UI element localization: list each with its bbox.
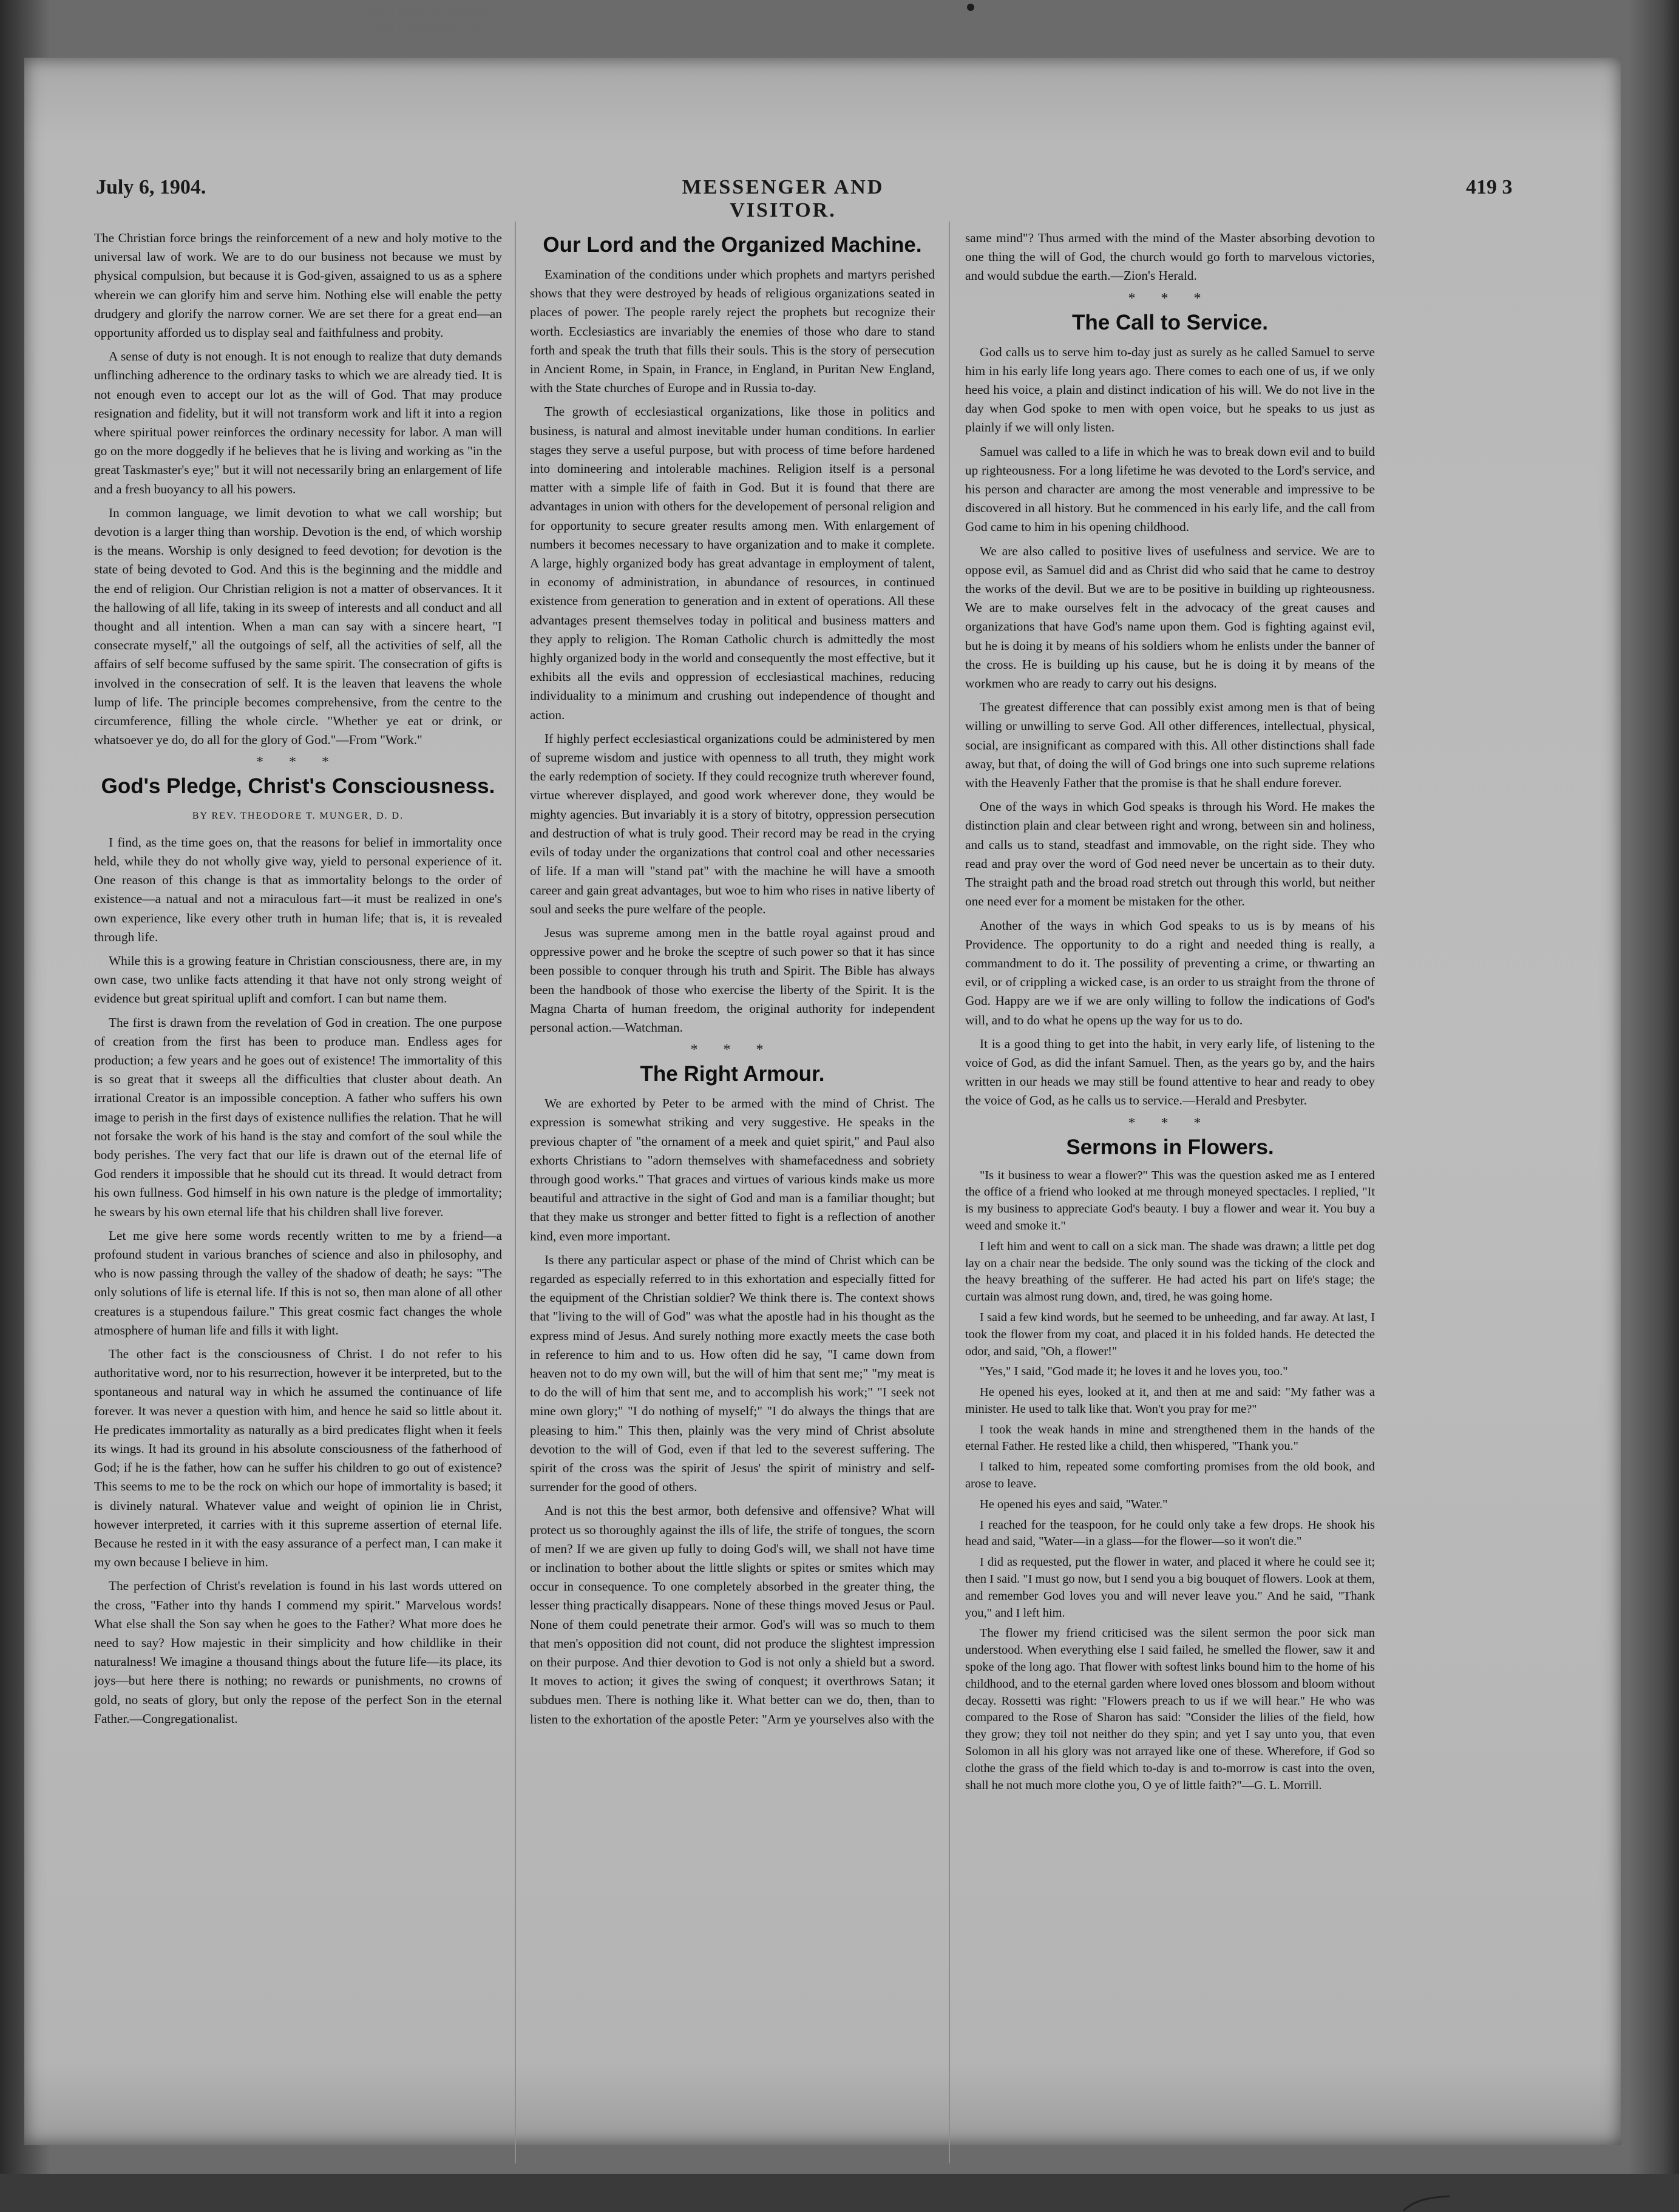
article-heading: The Right Armour.: [640, 1062, 825, 1086]
column-2: [530, 229, 935, 2183]
section-separator: * * *: [1128, 1115, 1212, 1131]
paragraph: And is not this the best armor, both defensive and offensive? What will protect us so thoroughly against the ills of life, the strife of tongues, the scorn of men? If we are given up fully to doing God's will, we shall not have time or inclination to bother about the little slights or spites or smites which may occur in consequence. To one completely absorbed in the greater thing, the lesser thing practically disappears. None of these things moved Jesus or Paul. None of them could penetrate their armor. God's will was so much to them that men's opposition did not count, did not produce the slightest impression on their purpose. And thier devotion to God is not only a shield but a sword. It moves to action; it gives the swing of conquest; it overthrows Satan; it subdues men. There is nothing like it. What better can we do, then, than to listen to the exhortation of the apostle Peter: "Arm ye yourselves also with the: [530, 1503, 935, 1727]
paragraph: Jesus was supreme among men in the battle royal against proud and oppressive power and he broke the sceptre of such power so that it has since been possible to conquer through his truth and Spirit. The Bible has always been the handbook of those who exercise the liberty of the Spirit. It is the Magna Charta of human freedom, the original authority for independent personal action.—Watchman.: [530, 925, 935, 1035]
article-heading: Sermons in Flowers.: [1066, 1135, 1274, 1159]
paragraph: It is a good thing to get into the habit, in very early life, of listening to the voice of God, as did the infant Samuel. Then, as the years go by, and the hairs written in our heads we may still be found attentive to hear and ready to obey the voice of God, as he calls us to service.—Herald and Presbyter.: [965, 1036, 1375, 1108]
paragraph: I talked to him, repeated some comforting promises from the old book, and arose to leave.: [965, 1460, 1375, 1491]
binding-hole: [967, 4, 974, 11]
section-separator: * * *: [256, 754, 340, 771]
paragraph: I find, as the time goes on, that the reasons for belief in immortality once held, while they do not wholly give way, yield to personal experience of it. One reason of this change is that as immortality belongs to the order of existence—a natual and not a miraculous fart—it must be realized in one's own experience, like every other truth in human life; that is, it is revealed through life.: [94, 834, 502, 944]
column-3: [965, 229, 1375, 2183]
stamp-line-1: West Virginia Collection: [367, 6, 495, 19]
paragraph: Is there any particular aspect or phase of the mind of Christ which can be regarded as especially referred to in this exhortation and especially fitted for the equipment of the Christian soldier? We think there is. The context shows that "living to the will of God" was what the apostle had in his thought as the express mind of Jesus. And surely nothing more exactly meets the case both in reference to him and to us. How often did he say, "I came down from heaven not to do my own will, but the will of him that sent me;" "my meat is to do the will of him that sent me, and to accomplish his work;" "I seek not mine own glory;" "I do nothing of myself;" "I do always the things that are pleasing to him." This then, plainly was the very mind of Christ absolute devotion to the will of God, even if that led to the severest suffering. The spirit of the cross was the spirit of Jesus' the spirit of ministry and self-surrender for the good of others.: [530, 1252, 935, 1495]
paragraph: A sense of duty is not enough. It is not enough to realize that duty demands unflinching adherence to the ordinary tasks to which we are already tied. It is not enough even to accept our lot as the will of God. That may produce resignation and fidelity, but it will not transform work and lift it into a region where spiritual power reinforces the ordinary necessity for labor. A man will go on the more doggedly if he believes that he is living and working as "in the great Taskmaster's eye;" but it will not necessarily bring an enlargement of life and a fresh buoyancy to all his powers.: [94, 349, 502, 496]
paragraph: The flower my friend criticised was the silent sermon the poor sick man understood. When everything else I said failed, he smelled the flower, saw it and spoke of the long ago. That flower with softest links bound him to the home of his childhood, and to the eternal garden where loved ones blossom and bloom without decay. Rossetti was right: "Flowers preach to us if we will hear." He who was compared to the Rose of Sharon has said: "Consider the lilies of the field, how they grow; they toil not neither do they spin; and yet I say unto you, that even Solomon in all his glory was not arrayed like one of these. Wherefore, if God so clothe the grass of the field which to-day is and to-morrow is cast into the oven, shall he not much more clothe you, O ye of little faith?"—G. L. Morrill.: [965, 1626, 1375, 1792]
column-rule: [949, 222, 950, 2163]
column-1: [94, 229, 502, 2183]
paragraph: "Yes," I said, "God made it; he loves it and he loves you, too.": [980, 1365, 1288, 1379]
paragraph: I said a few kind words, but he seemed to be unheeding, and far away. At last, I took the flower from my coat, and placed it in his folded hands. He detected the odor, and said, "Oh, a flower!": [965, 1310, 1375, 1358]
article-byline: BY REV. THEODORE T. MUNGER, D. D.: [192, 811, 404, 822]
paragraph: I did as requested, put the flower in water, and placed it where he could see it; then I said. "I must go now, but I send you a big bouquet of flowers. Look at them, and remember God loves you and will never leave you." And he said, "Thank you," and I left him.: [965, 1555, 1375, 1620]
paragraph: He opened his eyes and said, "Water.": [980, 1497, 1168, 1511]
article-heading: God's Pledge, Christ's Consciousness.: [101, 774, 495, 799]
section-separator: * * *: [1128, 290, 1212, 306]
paragraph: He opened his eyes, looked at it, and then at me and said: "My father was a minister. He used to talk like that. Won't you pray for me?": [965, 1385, 1375, 1416]
paragraph: The greatest difference that can possibly exist among men is that of being willing or unwilling to serve God. All other differences, intellectual, physical, social, are insignificant as compared with this. All other distinctions shall fade away, but that, of doing the will of God brings one into such supreme relations with the Heavenly Father that the promise is that he shall endure forever.: [965, 700, 1375, 791]
paragraph: If highly perfect ecclesiastical organizations could be administered by men of supreme wisdom and justice with openness to all truth, they might work the early redemption of society. If they could recognize truth wherever found, virtue wherever displayed, and good work wherever done, they would be mighty agencies. But invariably it is a story of bitotry, oppression persecution and destruction of what is truly good. Their record may be read in the crying evils of today under the organizations that control coal and other necessaries of life. If a man will "stand pat" with the machine he will have a smooth career and gain great advantages, but woe to him who rises in native liberty of soul and seeks the pure welfare of the people.: [530, 731, 935, 916]
paragraph: The other fact is the consciousness of Christ. I do not refer to his authoritative word, nor to his resurrection, however it be interpreted, but to the spontaneous and natural way in which he assumed the continuance of life forever. It was never a question with him, and hence he said so little about it. He predicates immortality as naturally as a bird predicates flight when it feels its wings. It had its ground in his absolute consciousness of the fatherhood of God; if he is the father, how can he suffer his children to go out of existence? This seems to me to be the rock on which our hope of immortality is based; it is divinely natural. Whatever value and weight of opinion lie in Christ, however interpreted, it carries with it this supreme assertion of eternal life. Because he rested in it with the easy assurance of a perfect man, I can make it my own because I believe in him.: [94, 1346, 502, 1570]
paragraph: Examination of the conditions under which prophets and martyrs perished shows that they were destroyed by heads of religious organizations seated in places of power. The people rarely reject the prophets but recognize their worth. Ecclesiastics are invariably the enemies of those who dare to stand forth and speak the truth that fills their souls. This is the story of persecution in Ancient Rome, in Spain, in France, in England, in Puritan New England, with the State churches of Europe and in Russia to-day.: [530, 267, 935, 396]
paragraph: Let me give here some words recently written to me by a friend—a profound student in various branches of science and also in philosophy, and who is now passing through the valley of the shadow of death; he says: "The only solutions of life is eternal life. If this is not so, then man alone of all other creatures is a stupendous failure." This great cosmic fact changes the whole atmosphere of human life and fills it with light.: [94, 1228, 502, 1338]
paragraph: The Christian force brings the reinforcement of a new and holy motive to the universal law of work. We are to do our business not because we must by physical compulsion, but because it is God-given, assaigned to us as a sphere wherein we can glorify him and serve him. Nothing else will enable the petty drudgery and glorify the narrow corner. We are set there for a great end—an opportunity afforded us to display seal and faithfulness and probity.: [94, 231, 502, 340]
pencil-mark: [1402, 2194, 1451, 2212]
newspaper-page: [24, 58, 1621, 2145]
column-rule: [515, 222, 516, 2163]
paragraph: One of the ways in which God speaks is through his Word. He makes the distinction plain and clear between right and wrong, between sin and holiness, and calls us to stand, steadfast and immovable, on the right side. They who read and pray over the word of God need never be uncertain as to their duty. The straight path and the broad road stretch out through this world, but neither one need ever for a moment be mistaken for the other.: [965, 799, 1375, 909]
library-stamp: [304, 5, 558, 47]
newspaper-title: MESSENGER AND VISITOR.: [682, 176, 884, 222]
paragraph: I took the weak hands in mine and strengthened them in the hands of the eternal Father. He rested like a child, then whispered, "Thank you.": [965, 1422, 1375, 1453]
article-heading: The Call to Service.: [1072, 310, 1268, 334]
paragraph: Another of the ways in which God speaks to us is by means of his Providence. The opportunity to do a right and needed thing is really, a commandment to do it. The possility of preventing a crime, or thwarting an evil, or of crippling a wicked case, is an order to us straight from the throne of God. Happy are we if we are only willing to follow the indications of God's will, and to do what he opens up the way for us to do.: [965, 918, 1375, 1027]
paragraph: Samuel was called to a life in which he was to break down evil and to build up righteousness. For a long lifetime he was devoted to the Lord's service, and his person and character are among the most venerable and impressive to be discovered in all history. But he commenced in his early life, and the call from God came to him in his opening childhood.: [965, 444, 1375, 535]
paragraph: The perfection of Christ's revelation is found in his last words uttered on the cross, "Father into thy hands I commend my spirit." Marvelous words! What else shall the Son say when he goes to the Father? What more does he need to say? How majestic in their simplicity and how childlike in their naturalness! We imagine a thousand things about the future life—its place, its joys—but here there is nothing; no rewards or punishments, no crowns of gold, no seats of glory, but only the repose of the perfect Son in the eternal Father.—Congregationalist.: [94, 1578, 502, 1726]
stamp-line-2: (Not a Scanned Copy): [371, 22, 491, 35]
paragraph: In common language, we limit devotion to what we call worship; but devotion is a larger thing than worship. Devotion is the end, of which worship is the means. Worship is only designed to feed devotion; for devotion is the state of being devoted to God. And this is the beginning and the middle and the end of religion. Our Christian religion is not a matter of observances. It it the hallowing of all life, taking in its sweep of interests and all conduct and all thought and all intention. When a man can say with a sincere heart, "I consecrate myself," all the outgoings of self, all the activities of self, all the affairs of self become suffused by the same spirit. The consecration of gifts is involved in the consecration of self. It is the leaven that leavens the whole lump of life. The principle becomes comprehensive, from the centre to the circumference, filling the whole circle. "Whether ye eat or drink, or whatsoever ye do, do all for the glory of God."—From "Work.": [94, 505, 502, 748]
page-number: 419 3: [1466, 176, 1513, 198]
paragraph: We are exhorted by Peter to be armed with the mind of Christ. The expression is somewhat striking and very suggestive. He speaks in the previous chapter of "the ornament of a meek and quiet spirit," and Paul also exhorts Christians to "adorn themselves with shamefacedness and sobriety through good works." That graces and virtues of various kinds make us more beautiful and attractive in the sight of God and man is a familiar thought; but that they make us stronger and better fitted to fight is a reflection of another kind, even more important.: [530, 1096, 935, 1243]
section-separator: * * *: [690, 1042, 775, 1058]
paragraph: I reached for the teaspoon, for he could only take a few drops. He shook his head and said, "Water—in a glass—for the flower—so it won't die.": [965, 1518, 1375, 1549]
paragraph: We are also called to positive lives of usefulness and service. We are to oppose evil, as Samuel did and as Christ did who said that he came to destroy the works of the devil. But we are to be positive in building up righteousness. We are to make ourselves felt in the advocacy of the great causes and organizations that have God's name upon them. God is fighting against evil, but he is doing it by means of his soldiers whom he enlists under the banner of the cross. He is building up his cause, but he is doing it by means of the workmen who are ready to carry out his designs.: [965, 543, 1375, 691]
paragraph: The first is drawn from the revelation of God in creation. The one purpose of creation from the first has been to produce man. Endless ages for production; a few years and he goes out of existence! The immortality of this is so great that it sweeps all the difficulties that cluster about death. An irrational Creator is an impossible conception. A father who suffers his own image to perish in the first days of existence nullifies the relation. That he will not forsake the work of his hand is the stay and comfort of the soul while the body perishes. The very fact that our life is drawn out of the eternal life of God renders it impossible that he should cut its thread. It would detract from his own fullness. God himself in his own nature is the pledge of immortality; he swears by his own eternal life that his children shall live forever.: [94, 1015, 502, 1219]
paragraph: "Is it business to wear a flower?" This was the question asked me as I entered the office of a friend who looked at me through moneyed spectacles. I replied, "It is my business to appreciate God's beauty. I buy a flower and wear it. You buy a weed and smoke it.": [965, 1168, 1375, 1233]
paragraph: While this is a growing feature in Christian consciousness, there are, in my own case, two unlike facts attending it that have not only strong weight of evidence but great spiritual uplift and comfort. I can but name them.: [94, 953, 502, 1006]
paragraph: same mind"? Thus armed with the mind of the Master absorbing devotion to one thing the will of God, the church would go forth to marvelous victories, and would subdue the earth.—Zion's Herald.: [965, 231, 1375, 283]
paragraph: The growth of ecclesiastical organizations, like those in politics and business, is natural and almost inevitable under human conditions. In earlier stages they serve a useful purpose, but with process of time before hardened into domineering and intolerable machines. Religion itself is a personal matter with a simple life of faith in God. But it is found that there are advantages in union with others for the developement of personal religion and for opportunity to secure greater results among men. With enlargement of numbers it becomes necessary to have organization and to make it complete. A large, highly organized body has great advantage in employment of talent, in economy of administration, in abundance of resources, in continued existence from generation to generation and in extent of operations. All these advantages present themselves today in political and business matters and they apply to religion. The Roman Catholic church is admittedly the most highly organized body in the world and consequently the most effective, but it exhibits all the evils and oppression of ecclesiastical machines, reducing individuality to a minimum and crushing out independence of thought and action.: [530, 404, 935, 722]
sermons-article-body: [965, 1168, 1375, 1794]
article-heading: Our Lord and the Organized Machine.: [543, 233, 922, 257]
paragraph: God calls us to serve him to-day just as surely as he called Samuel to serve him in his early life long years ago. There comes to each one of us, if we only heed his voice, a plain and distinct indication of his will. We do not live in the day when God spoke to men with open voice, but he speaks to us just as plainly if we will only listen.: [965, 344, 1375, 435]
paragraph: I left him and went to call on a sick man. The shade was drawn; a little pet dog lay on a chair near the bedside. The only sound was the ticking of the clock and the heavy breathing of the sufferer. He had acted his part on life's stage; the curtain was almost rung down, and, tired, he was going home.: [965, 1239, 1375, 1304]
issue-date: July 6, 1904.: [96, 176, 206, 198]
